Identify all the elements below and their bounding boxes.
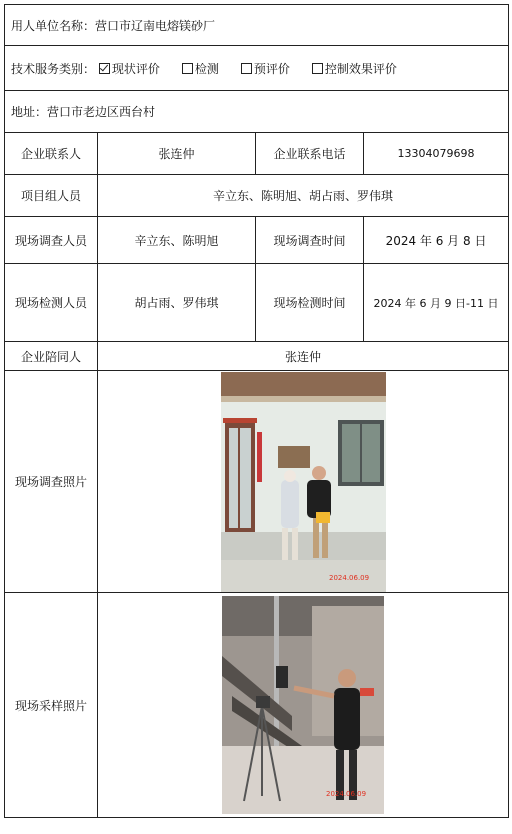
team-label: 项目组人员 <box>5 175 98 217</box>
unit-cell <box>5 5 509 46</box>
record-table <box>4 4 509 818</box>
contact-label: 企业联系人 <box>5 133 98 175</box>
tech-label: 技术服务类别： <box>11 61 96 76</box>
checked-box-icon <box>99 63 110 74</box>
tech-option-label: 控制效果评价 <box>324 61 397 76</box>
row-team <box>5 175 509 217</box>
detect-time: 2024 年 6 月 9 日-11 日 <box>364 264 509 342</box>
row-accompany <box>5 342 509 371</box>
checkbox-icon <box>241 63 252 74</box>
survey-label: 现场调查人员 <box>5 217 98 264</box>
survey-time-label: 现场调查时间 <box>256 217 364 264</box>
address-cell <box>5 91 509 133</box>
row-tech <box>5 46 509 91</box>
address-value: 营口市老边区西台村 <box>47 105 156 119</box>
row-survey <box>5 217 509 264</box>
contact-phone: 13304079698 <box>364 133 509 175</box>
tech-options <box>99 62 419 76</box>
unit-value: 营口市辽南电熔镁砂厂 <box>95 18 216 33</box>
sampling-photo-cell <box>98 593 509 818</box>
accompany-label: 企业陪同人 <box>5 342 98 371</box>
row-address <box>5 91 509 133</box>
checkbox-icon <box>182 63 193 74</box>
contact-phone-label: 企业联系电话 <box>256 133 364 175</box>
row-sampling-photo <box>5 593 509 818</box>
tech-option-label: 预评价 <box>253 61 290 76</box>
survey-photo <box>221 372 386 592</box>
row-unit <box>5 5 509 46</box>
address-label: 地址： <box>11 105 48 119</box>
tech-option-0 <box>99 62 160 76</box>
row-survey-photo <box>5 371 509 593</box>
tech-option-label: 现状评价 <box>111 61 160 76</box>
row-contact <box>5 133 509 175</box>
survey-time: 2024 年 6 月 8 日 <box>364 217 509 264</box>
tech-option-label: 检测 <box>194 61 219 76</box>
tech-cell <box>5 46 509 91</box>
sampling-photo-label: 现场采样照片 <box>5 593 98 818</box>
detect-value: 胡占雨、罗伟琪 <box>98 264 256 342</box>
tech-option-2 <box>241 62 290 76</box>
survey-photo-label: 现场调查照片 <box>5 371 98 593</box>
survey-photo-stamp: 2024.06.09 <box>328 573 369 582</box>
team-value: 辛立东、陈明旭、胡占雨、罗伟琪 <box>98 175 509 217</box>
unit-label: 用人单位名称： <box>11 18 96 33</box>
record-sheet <box>4 4 508 818</box>
accompany-value: 张连仲 <box>98 342 509 371</box>
detect-time-label: 现场检测时间 <box>256 264 364 342</box>
tech-option-1 <box>182 62 219 76</box>
survey-photo-cell <box>98 371 509 593</box>
contact-name: 张连仲 <box>98 133 256 175</box>
row-detect <box>5 264 509 342</box>
checkbox-icon <box>312 63 323 74</box>
sampling-photo <box>222 596 384 814</box>
detect-label: 现场检测人员 <box>5 264 98 342</box>
sampling-photo-stamp: 2024.06.09 <box>326 790 367 798</box>
survey-value: 辛立东、陈明旭 <box>98 217 256 264</box>
tech-option-3 <box>312 62 397 76</box>
